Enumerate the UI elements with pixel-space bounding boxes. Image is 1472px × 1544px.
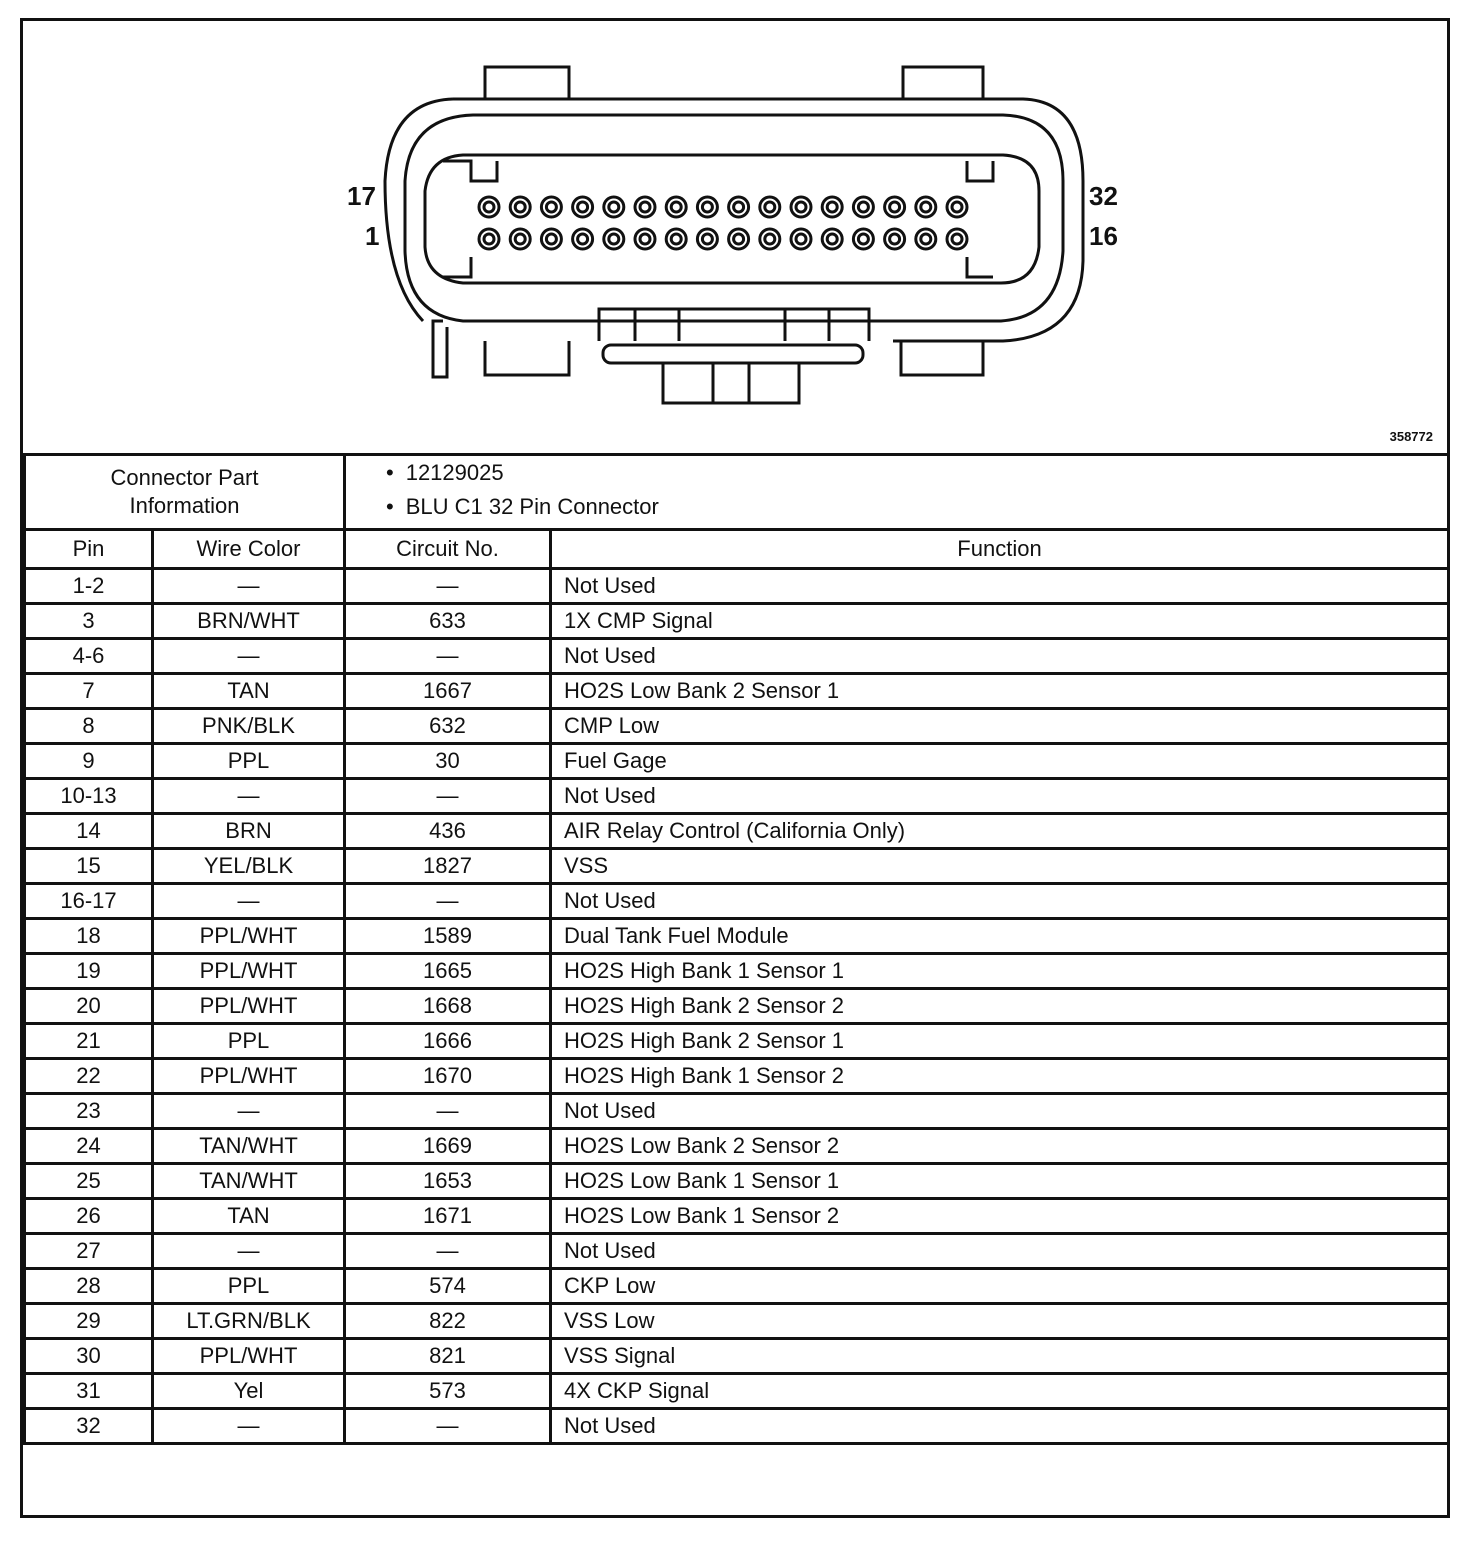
pin-hole-center	[858, 234, 868, 244]
pin-hole-center	[921, 234, 931, 244]
pin-hole	[885, 229, 905, 249]
figure-id: 358772	[1389, 429, 1433, 444]
function-cell: 4X CKP Signal	[551, 1374, 1449, 1409]
table-row	[25, 884, 1449, 919]
circuit-cell: —	[345, 1234, 551, 1269]
pin-label-1: 1	[365, 221, 380, 251]
function-cell: VSS Signal	[551, 1339, 1449, 1374]
pin-label-17: 17	[347, 181, 376, 211]
function-cell: HO2S Low Bank 1 Sensor 1	[551, 1164, 1449, 1199]
circuit-cell: 1668	[345, 989, 551, 1024]
function-cell: AIR Relay Control (California Only)	[551, 814, 1449, 849]
table-row	[25, 954, 1449, 989]
table-row	[25, 989, 1449, 1024]
pin-hole	[510, 197, 530, 217]
pin-hole-center	[890, 234, 900, 244]
function-cell: HO2S High Bank 1 Sensor 1	[551, 954, 1449, 989]
pin-hole-center	[765, 234, 775, 244]
function-cell: Not Used	[551, 569, 1449, 604]
table-row	[25, 779, 1449, 814]
circuit-cell: —	[345, 779, 551, 814]
pin-hole	[885, 197, 905, 217]
header-pin: Pin	[25, 530, 153, 569]
function-cell: 1X CMP Signal	[551, 604, 1449, 639]
function-cell: HO2S Low Bank 2 Sensor 2	[551, 1129, 1449, 1164]
pin-hole-center	[890, 202, 900, 212]
pin-hole	[791, 229, 811, 249]
wire-color-cell: BRN/WHT	[153, 604, 345, 639]
pin-cell: 24	[25, 1129, 153, 1164]
connector-info-values	[345, 455, 1449, 530]
table-row	[25, 569, 1449, 604]
circuit-cell: 1653	[345, 1164, 551, 1199]
connector-figure	[23, 21, 1447, 453]
pin-hole	[697, 229, 717, 249]
function-cell: HO2S High Bank 1 Sensor 2	[551, 1059, 1449, 1094]
pin-hole-center	[640, 202, 650, 212]
header-function: Function	[551, 530, 1449, 569]
pin-cell: 8	[25, 709, 153, 744]
pin-label-16: 16	[1089, 221, 1118, 251]
pin-cell: 28	[25, 1269, 153, 1304]
circuit-cell: 1671	[345, 1199, 551, 1234]
function-cell: VSS	[551, 849, 1449, 884]
pin-hole-center	[827, 202, 837, 212]
pin-hole	[947, 197, 967, 217]
pin-cell: 7	[25, 674, 153, 709]
pin-hole-center	[515, 234, 525, 244]
wire-color-cell: PPL/WHT	[153, 954, 345, 989]
pin-hole	[947, 229, 967, 249]
wire-color-cell: TAN/WHT	[153, 1164, 345, 1199]
circuit-cell: 574	[345, 1269, 551, 1304]
wire-color-cell: TAN/WHT	[153, 1129, 345, 1164]
pin-hole-center	[952, 202, 962, 212]
pin-hole-center	[827, 234, 837, 244]
table-row	[25, 849, 1449, 884]
pin-hole-center	[546, 234, 556, 244]
pin-hole-center	[702, 234, 712, 244]
table-row	[25, 604, 1449, 639]
pin-cell: 29	[25, 1304, 153, 1339]
circuit-cell: —	[345, 639, 551, 674]
table-row	[25, 1269, 1449, 1304]
circuit-cell: —	[345, 569, 551, 604]
wire-color-cell: BRN	[153, 814, 345, 849]
table-row	[25, 1164, 1449, 1199]
pin-cell: 3	[25, 604, 153, 639]
table-row	[25, 919, 1449, 954]
pin-hole	[479, 197, 499, 217]
pin-hole-center	[640, 234, 650, 244]
connector-info-row	[25, 455, 1449, 530]
table-row	[25, 1234, 1449, 1269]
function-cell: VSS Low	[551, 1304, 1449, 1339]
table-row	[25, 814, 1449, 849]
circuit-cell: 436	[345, 814, 551, 849]
pin-hole	[916, 229, 936, 249]
circuit-cell: —	[345, 1409, 551, 1444]
table-body	[25, 569, 1449, 1444]
pin-hole	[541, 197, 561, 217]
pin-cell: 4-6	[25, 639, 153, 674]
wire-color-cell: PPL/WHT	[153, 919, 345, 954]
wire-color-cell: —	[153, 1234, 345, 1269]
pin-hole-center	[484, 234, 494, 244]
pin-label-32: 32	[1089, 181, 1118, 211]
connector-info-label	[25, 455, 345, 530]
table-row	[25, 639, 1449, 674]
circuit-cell: —	[345, 884, 551, 919]
wire-color-cell: PPL	[153, 1024, 345, 1059]
connector-drawing	[23, 21, 1447, 453]
wire-color-cell: PPL/WHT	[153, 1339, 345, 1374]
connector-sheet	[20, 18, 1450, 1518]
pin-hole	[916, 197, 936, 217]
wire-color-cell: Yel	[153, 1374, 345, 1409]
pin-hole-center	[796, 234, 806, 244]
pin-cell: 15	[25, 849, 153, 884]
pin-hole-center	[765, 202, 775, 212]
pin-cell: 22	[25, 1059, 153, 1094]
wire-color-cell: YEL/BLK	[153, 849, 345, 884]
wire-color-cell: PPL	[153, 744, 345, 779]
pin-hole-center	[734, 202, 744, 212]
wire-color-cell: —	[153, 569, 345, 604]
pin-cell: 21	[25, 1024, 153, 1059]
pin-hole	[791, 197, 811, 217]
pin-hole	[573, 229, 593, 249]
pin-hole	[822, 229, 842, 249]
table-row	[25, 1374, 1449, 1409]
function-cell: HO2S High Bank 2 Sensor 1	[551, 1024, 1449, 1059]
circuit-cell: 573	[345, 1374, 551, 1409]
function-cell: Not Used	[551, 639, 1449, 674]
pin-hole-center	[952, 234, 962, 244]
table-row	[25, 744, 1449, 779]
table-row	[25, 709, 1449, 744]
pin-cell: 14	[25, 814, 153, 849]
function-cell: Not Used	[551, 1234, 1449, 1269]
pin-hole	[760, 197, 780, 217]
pin-hole	[635, 229, 655, 249]
pin-hole	[541, 229, 561, 249]
pin-cell: 18	[25, 919, 153, 954]
function-cell: Not Used	[551, 1409, 1449, 1444]
table-row	[25, 1024, 1449, 1059]
pin-hole	[666, 229, 686, 249]
table-row	[25, 1339, 1449, 1374]
pin-hole	[760, 229, 780, 249]
pin-hole-center	[484, 202, 494, 212]
circuit-cell: 30	[345, 744, 551, 779]
function-cell: Dual Tank Fuel Module	[551, 919, 1449, 954]
table-row	[25, 1059, 1449, 1094]
pin-hole	[729, 229, 749, 249]
table-row	[25, 674, 1449, 709]
function-cell: CKP Low	[551, 1269, 1449, 1304]
pin-hole	[697, 197, 717, 217]
wire-color-cell: —	[153, 779, 345, 814]
circuit-cell: 633	[345, 604, 551, 639]
pin-cell: 16-17	[25, 884, 153, 919]
pin-hole	[604, 229, 624, 249]
connector-description: • BLU C1 32 Pin Connector	[386, 490, 1447, 524]
pin-cell: 19	[25, 954, 153, 989]
pin-hole	[853, 197, 873, 217]
pin-hole	[666, 197, 686, 217]
pin-hole-center	[609, 202, 619, 212]
pin-hole-center	[671, 234, 681, 244]
pinout-table	[23, 453, 1450, 1445]
header-circuit: Circuit No.	[345, 530, 551, 569]
circuit-cell: 1667	[345, 674, 551, 709]
function-cell: HO2S Low Bank 1 Sensor 2	[551, 1199, 1449, 1234]
function-cell: Fuel Gage	[551, 744, 1449, 779]
pin-cell: 30	[25, 1339, 153, 1374]
wire-color-cell: PPL	[153, 1269, 345, 1304]
pin-hole-center	[546, 202, 556, 212]
pin-hole-center	[858, 202, 868, 212]
function-cell: HO2S Low Bank 2 Sensor 1	[551, 674, 1449, 709]
pin-cell: 1-2	[25, 569, 153, 604]
table-row	[25, 1304, 1449, 1339]
pin-hole-center	[578, 234, 588, 244]
pin-hole-center	[609, 234, 619, 244]
function-cell: Not Used	[551, 1094, 1449, 1129]
table-row	[25, 1409, 1449, 1444]
function-cell: Not Used	[551, 779, 1449, 814]
circuit-cell: 1666	[345, 1024, 551, 1059]
info-label-line1: Connector Part	[110, 465, 259, 490]
circuit-cell: —	[345, 1094, 551, 1129]
pin-hole	[573, 197, 593, 217]
table-row	[25, 1094, 1449, 1129]
wire-color-cell: —	[153, 1094, 345, 1129]
circuit-cell: 1670	[345, 1059, 551, 1094]
wire-color-cell: TAN	[153, 1199, 345, 1234]
table-row	[25, 1129, 1449, 1164]
wire-color-cell: PPL/WHT	[153, 1059, 345, 1094]
pin-hole	[729, 197, 749, 217]
pin-cell: 31	[25, 1374, 153, 1409]
info-label-line2: Information	[129, 493, 240, 518]
table-row	[25, 1199, 1449, 1234]
pin-cell: 25	[25, 1164, 153, 1199]
function-cell: HO2S High Bank 2 Sensor 2	[551, 989, 1449, 1024]
wire-color-cell: TAN	[153, 674, 345, 709]
header-row	[25, 530, 1449, 569]
pin-hole-center	[796, 202, 806, 212]
pin-cell: 9	[25, 744, 153, 779]
circuit-cell: 1589	[345, 919, 551, 954]
pin-hole-center	[702, 202, 712, 212]
pin-hole-center	[921, 202, 931, 212]
wire-color-cell: PNK/BLK	[153, 709, 345, 744]
part-number: • 12129025	[386, 456, 1447, 490]
function-cell: CMP Low	[551, 709, 1449, 744]
pin-hole	[853, 229, 873, 249]
circuit-cell: 1665	[345, 954, 551, 989]
pin-hole-center	[515, 202, 525, 212]
circuit-cell: 1669	[345, 1129, 551, 1164]
wire-color-cell: LT.GRN/BLK	[153, 1304, 345, 1339]
circuit-cell: 822	[345, 1304, 551, 1339]
function-cell: Not Used	[551, 884, 1449, 919]
pin-cell: 20	[25, 989, 153, 1024]
wire-color-cell: —	[153, 884, 345, 919]
pin-cell: 27	[25, 1234, 153, 1269]
pin-cell: 23	[25, 1094, 153, 1129]
pin-hole-center	[734, 234, 744, 244]
circuit-cell: 1827	[345, 849, 551, 884]
pin-cell: 26	[25, 1199, 153, 1234]
pin-cell: 32	[25, 1409, 153, 1444]
wire-color-cell: PPL/WHT	[153, 989, 345, 1024]
pin-hole	[635, 197, 655, 217]
pin-cell: 10-13	[25, 779, 153, 814]
circuit-cell: 632	[345, 709, 551, 744]
pin-hole	[479, 229, 499, 249]
pin-hole	[510, 229, 530, 249]
pin-hole	[822, 197, 842, 217]
circuit-cell: 821	[345, 1339, 551, 1374]
wire-color-cell: —	[153, 1409, 345, 1444]
pin-hole-center	[671, 202, 681, 212]
header-wire-color: Wire Color	[153, 530, 345, 569]
wire-color-cell: —	[153, 639, 345, 674]
pin-hole	[604, 197, 624, 217]
pin-hole-center	[578, 202, 588, 212]
